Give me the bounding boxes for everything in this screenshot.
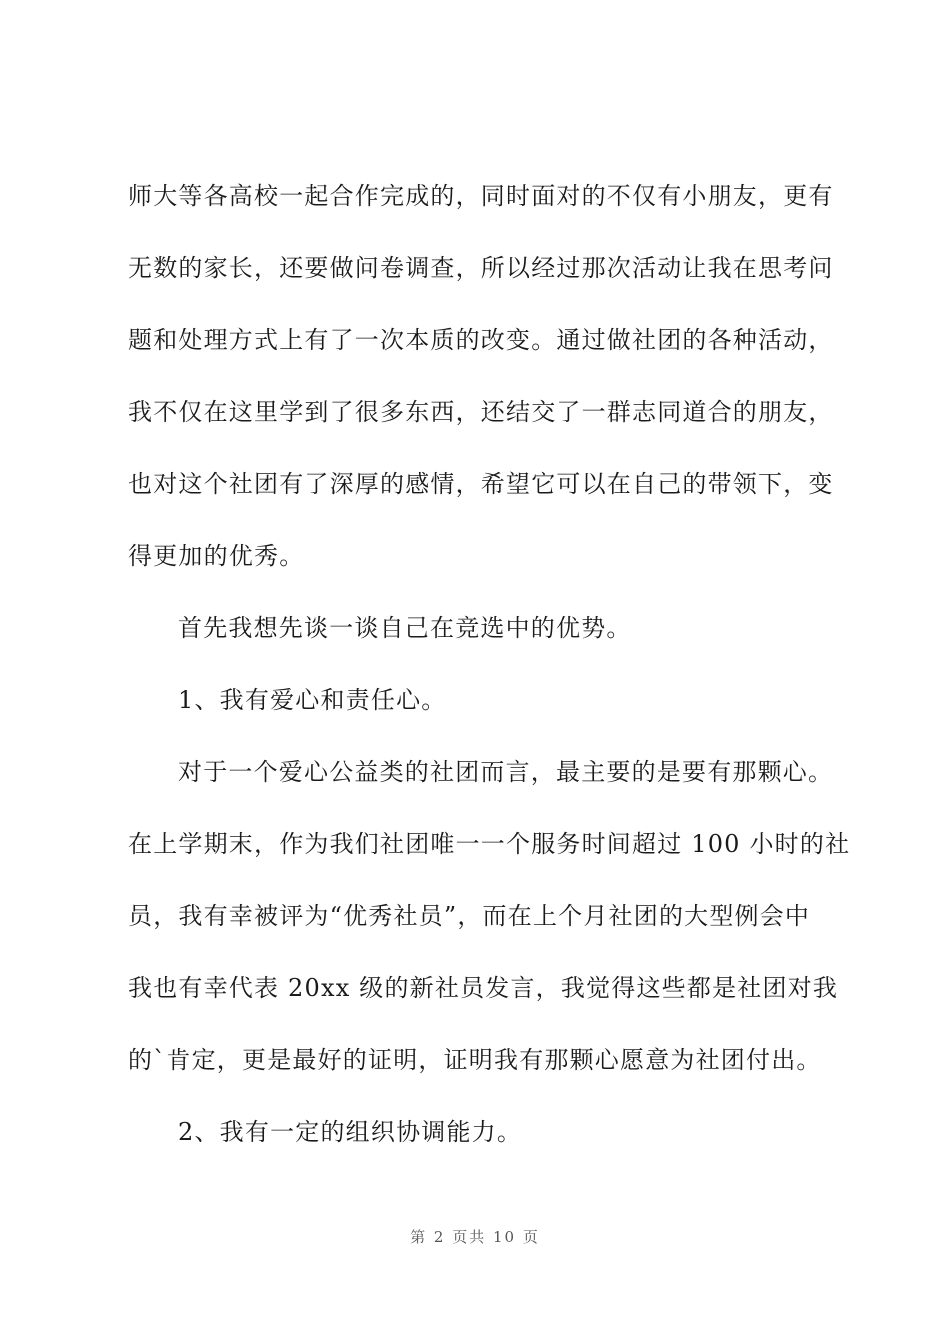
paragraph-line: 对于一个爱心公益类的社团而言，最主要的是要有那颗心。 [178, 758, 834, 786]
page-number-footer: 第 2 页共 10 页 [410, 1228, 540, 1246]
paragraph-line: 首先我想先谈一谈自己在竞选中的优势。 [178, 614, 632, 642]
paragraph-line: 我不仅在这里学到了很多东西，还结交了一群志同道合的朋友， [128, 398, 834, 426]
paragraph-line: 我也有幸代表 20xx 级的新社员发言，我觉得这些都是社团对我 [128, 974, 839, 1002]
paragraph-line: 在上学期末，作为我们社团唯一一个服务时间超过 100 小时的社 [128, 830, 851, 858]
paragraph-line: 的`肯定，更是最好的证明，证明我有那颗心愿意为社团付出。 [128, 1046, 822, 1074]
list-heading: 1、我有爱心和责任心。 [178, 686, 447, 714]
paragraph-line: 师大等各高校一起合作完成的，同时面对的不仅有小朋友，更有 [128, 182, 834, 210]
list-heading: 2、我有一定的组织协调能力。 [178, 1118, 523, 1146]
paragraph-line: 也对这个社团有了深厚的感情，希望它可以在自己的带领下，变 [128, 470, 834, 498]
paragraph-line: 得更加的优秀。 [128, 542, 305, 570]
paragraph-line: 无数的家长，还要做问卷调查，所以经过那次活动让我在思考问 [128, 254, 834, 282]
paragraph-line: 题和处理方式上有了一次本质的改变。通过做社团的各种活动， [128, 326, 834, 354]
paragraph-line: 员，我有幸被评为“优秀社员”，而在上个月社团的大型例会中 [128, 902, 811, 930]
